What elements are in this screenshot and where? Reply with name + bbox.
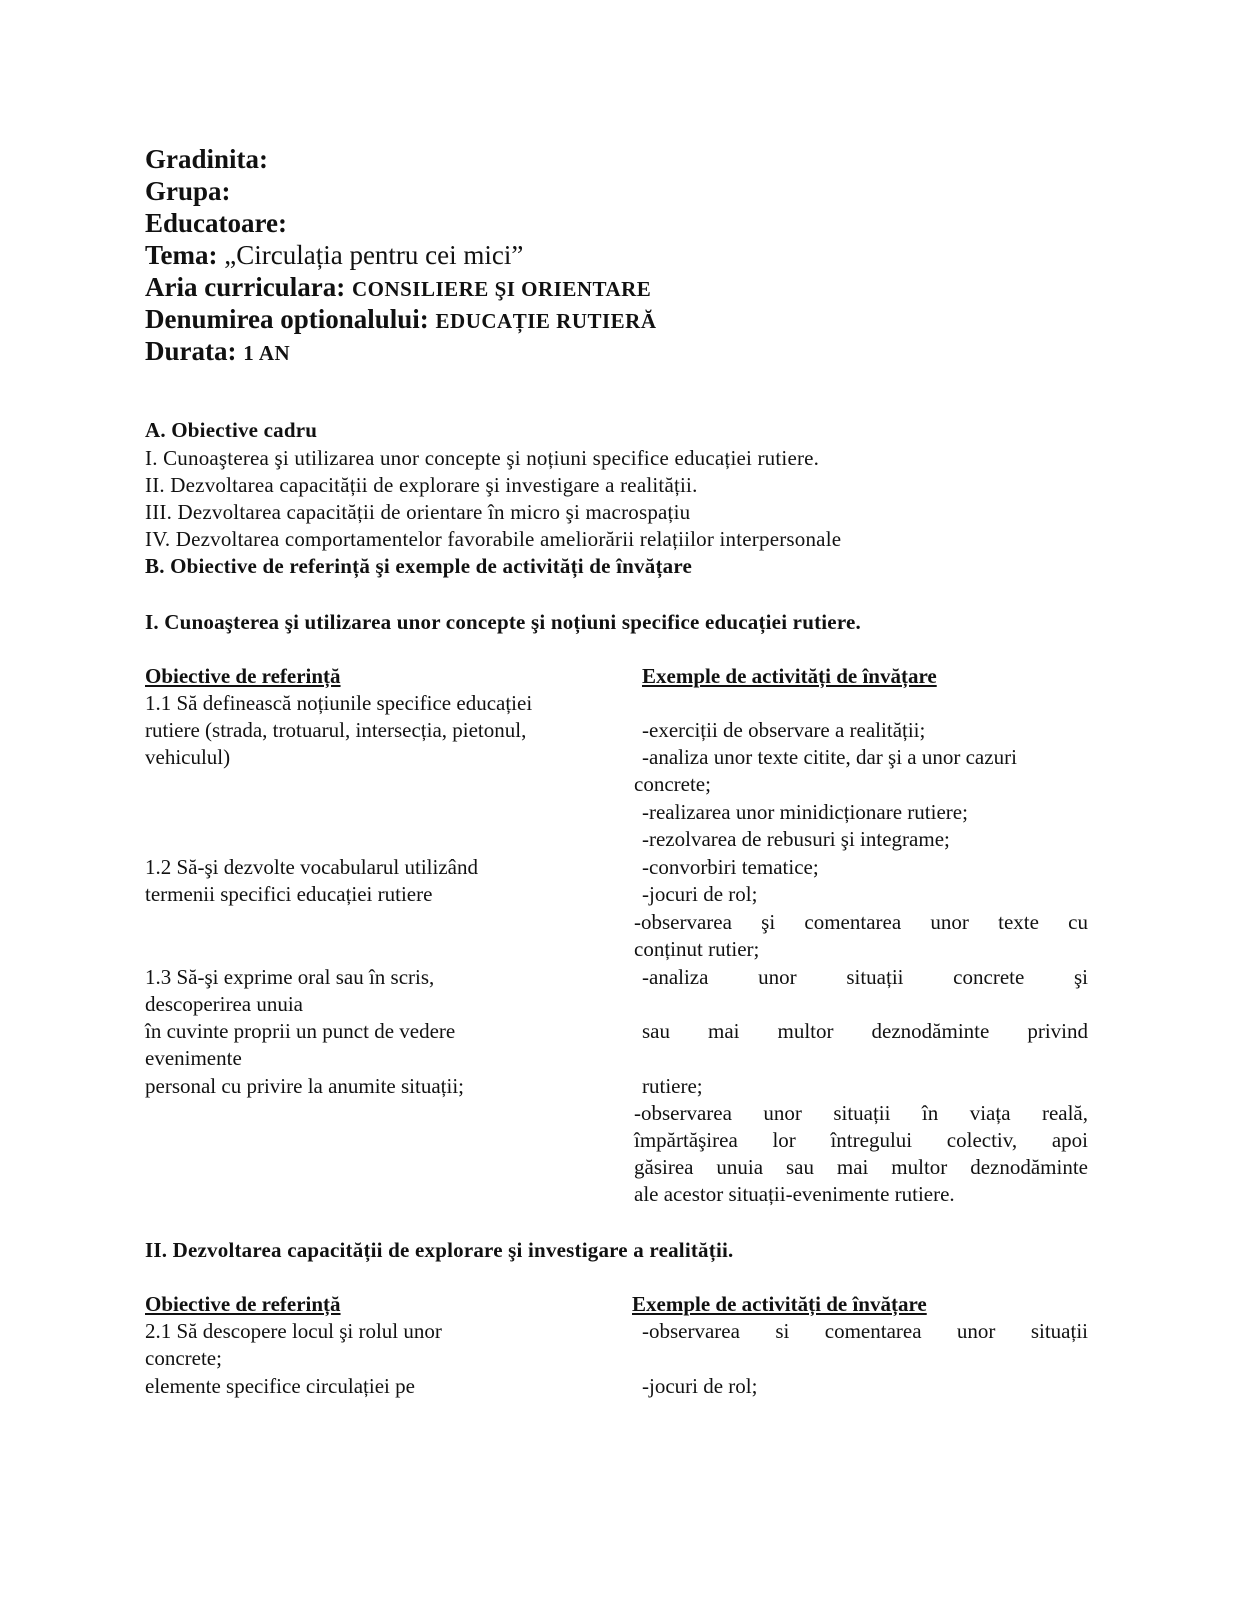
curricular-area-label: Aria curriculara: — [145, 272, 346, 302]
duration-value: 1 AN — [243, 341, 291, 365]
objective-line: 1.1 Să definească noțiunile specifice educației — [145, 691, 533, 715]
section-b-title: B. Obiective de referință şi exemple de activități de învățare — [145, 554, 692, 578]
group-label: Grupa: — [145, 176, 231, 206]
part2-title: II. Dezvoltarea capacității de explorare şi investigare a realității. — [145, 1238, 734, 1262]
objective-line: personal cu privire la anumite situații; — [145, 1074, 464, 1098]
activity-line: împărtăşirea lor întregului colectiv, apoi — [634, 1128, 1088, 1152]
framework-objective-3: III. Dezvoltarea capacității de orientare în micro şi macrospațiu — [145, 500, 691, 524]
curricular-area-value: CONSILIERE ŞI ORIENTARE — [351, 277, 652, 301]
objective-line: elemente specifice circulației pe — [145, 1374, 415, 1398]
optional-name-line — [145, 303, 657, 337]
section-a-title: A. Obiective cadru — [145, 418, 318, 442]
framework-objective-2: II. Dezvoltarea capacității de explorare şi investigare a realității. — [145, 473, 698, 497]
activity-line: -jocuri de rol; — [642, 882, 758, 906]
activity-line: -rezolvarea de rebusuri şi integrame; — [642, 827, 950, 851]
activity-line: concrete; — [634, 772, 711, 796]
activity-line: -observarea şi comentarea unor texte cu — [634, 910, 1088, 934]
part1-col-right-header: Exemple de activități de învățare — [642, 664, 937, 688]
activity-line: -exerciții de observare a realității; — [642, 718, 926, 742]
objective-line: descoperirea unuia — [145, 992, 304, 1016]
activity-line: conținut rutier; — [634, 937, 760, 961]
part2-col-left-header: Obiective de referință — [145, 1292, 341, 1316]
part1-title: I. Cunoaşterea şi utilizarea unor concepte şi noțiuni specifice educației rutiere. — [145, 610, 861, 634]
activity-line: -convorbiri tematice; — [642, 855, 819, 879]
activity-line: rutiere; — [642, 1074, 703, 1098]
activity-line: -analiza unor texte citite, dar şi a unor cazuri — [642, 745, 1017, 769]
activity-line: -realizarea unor minidicționare rutiere; — [642, 800, 968, 824]
activity-line: găsirea unuia sau mai multor deznodăminte — [634, 1155, 1088, 1179]
kindergarten-label: Gradinita: — [145, 144, 269, 174]
objective-line: 2.1 Să descopere locul şi rolul unor — [145, 1319, 442, 1343]
theme-value: „Circulația pentru cei mici” — [224, 240, 524, 270]
objective-line: vehiculul) — [145, 745, 231, 769]
part2-col-right-header: Exemple de activități de învățare — [632, 1292, 927, 1316]
curricular-area-line — [145, 271, 651, 305]
objective-line: 1.2 Să-şi dezvolte vocabularul utilizând — [145, 855, 478, 879]
duration-label: Durata: — [145, 336, 237, 366]
objective-line: termenii specifici educației rutiere — [145, 882, 433, 906]
optional-name-value: EDUCAȚIE RUTIERĂ — [435, 309, 657, 333]
activity-line: -observarea unor situații în viața reală, — [634, 1101, 1088, 1125]
objective-line: 1.3 Să-şi exprime oral sau în scris, — [145, 965, 435, 989]
framework-objective-4: IV. Dezvoltarea comportamentelor favorabile ameliorării relațiilor interpersonale — [145, 527, 842, 551]
activity-line: sau mai multor deznodăminte privind — [642, 1019, 1088, 1043]
objective-line: rutiere (strada, trotuarul, intersecția, pietonul, — [145, 718, 527, 742]
optional-name-label: Denumirea optionalului: — [145, 304, 429, 334]
theme-line — [145, 239, 523, 271]
teacher-label: Educatoare: — [145, 208, 287, 238]
duration-line — [145, 335, 290, 369]
activity-line: -jocuri de rol; — [642, 1374, 758, 1398]
objective-line: în cuvinte proprii un punct de vedere — [145, 1019, 456, 1043]
objective-line: evenimente — [145, 1046, 242, 1070]
activity-line: -analiza unor situații concrete şi — [642, 965, 1088, 989]
objective-line: concrete; — [145, 1346, 222, 1370]
part1-col-left-header: Obiective de referință — [145, 664, 341, 688]
activity-line: ale acestor situații-evenimente rutiere. — [634, 1182, 955, 1206]
framework-objective-1: I. Cunoaşterea şi utilizarea unor concepte şi noțiuni specifice educației rutiere. — [145, 446, 820, 470]
activity-line: -observarea si comentarea unor situații — [642, 1319, 1088, 1343]
theme-label: Tema: — [145, 240, 218, 270]
